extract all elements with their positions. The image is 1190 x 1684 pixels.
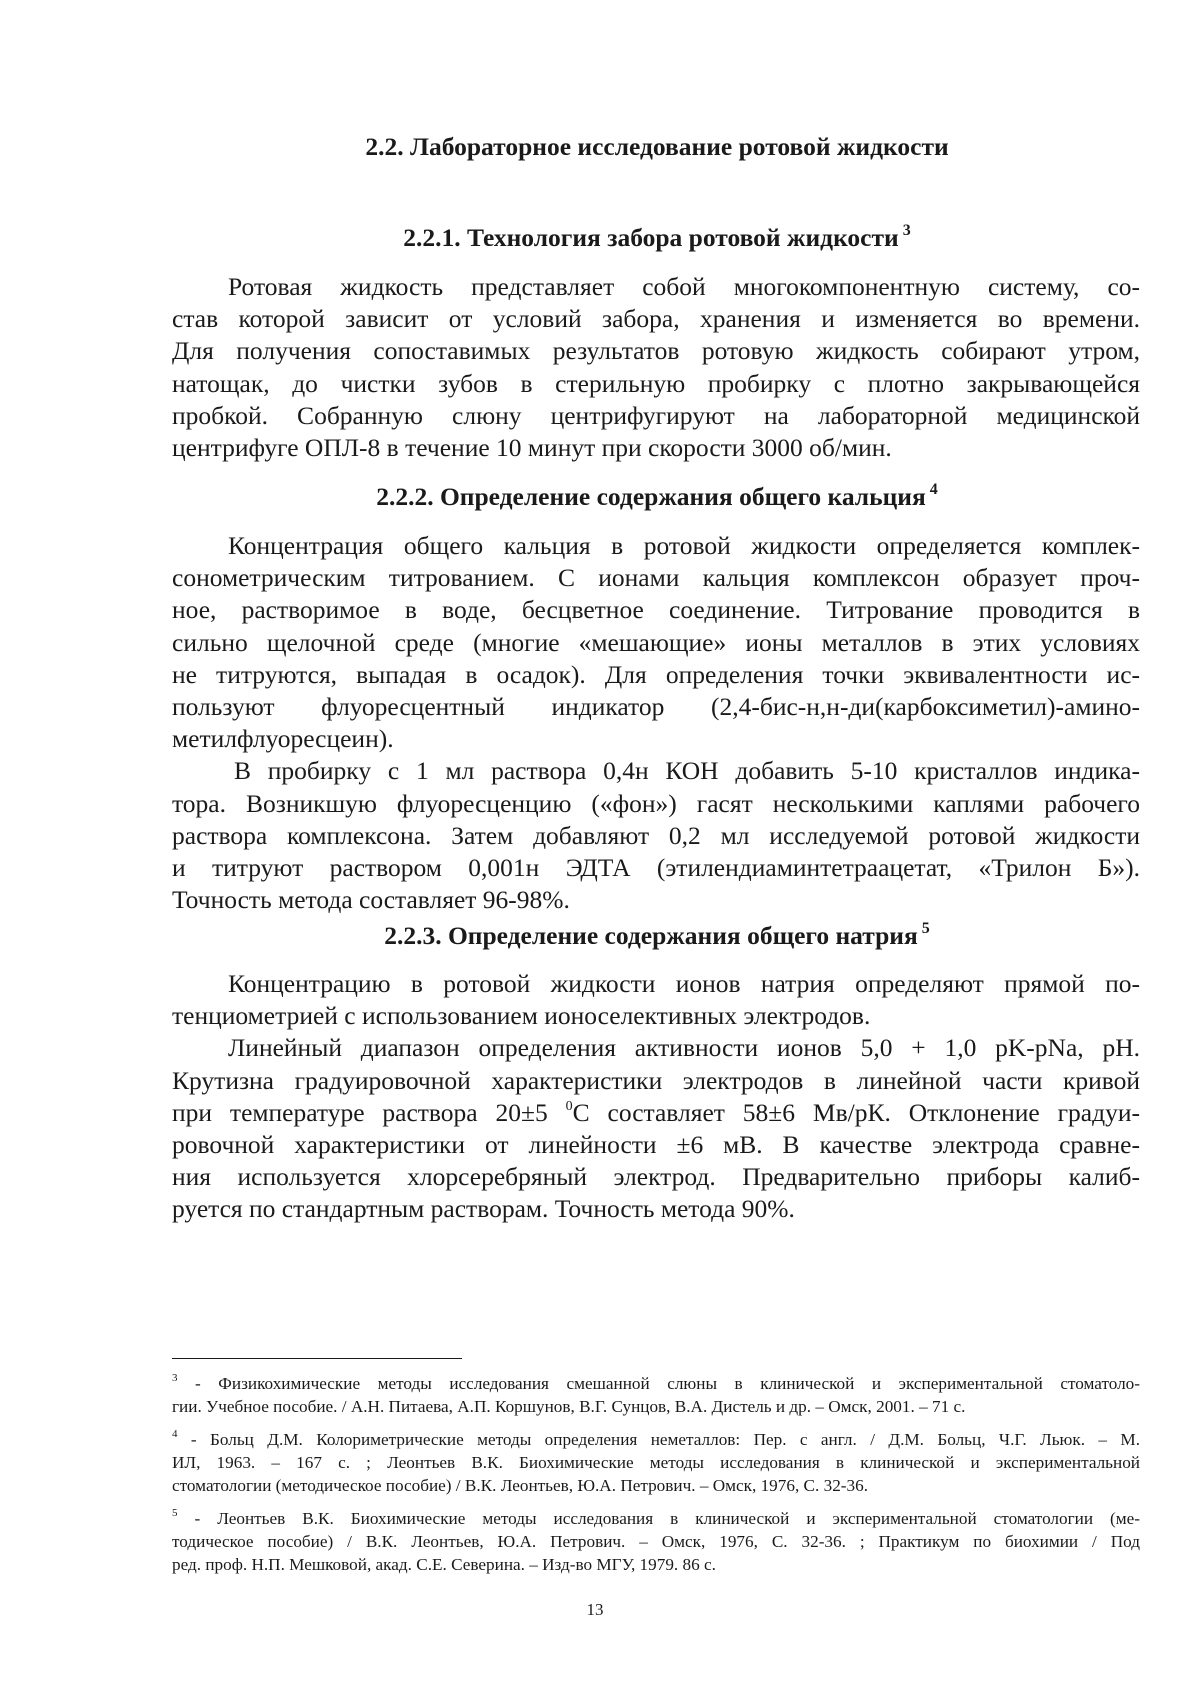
text-line: став которой зависит от условий забора, хранения и изменяется во времени. — [172, 304, 1140, 334]
footnote-line — [172, 1372, 1140, 1395]
footnote-line: стоматологии (методическое пособие) / В.К. Леонтьев, Ю.А. Петрович. – Омск, 1976, С. 32-36. — [172, 1476, 868, 1495]
subsection-title: 2.2.2. Определение содержания общего кальция — [376, 482, 926, 511]
text-fragment: при температуре раствора 20±5 — [172, 1097, 566, 1127]
paragraph-sodium-method — [172, 968, 1140, 1226]
footnote-ref: 5 — [921, 920, 930, 937]
text-line: раствора комплексона. Затем добавляют 0,2 мл исследуемой ротовой жидкости — [172, 820, 1140, 850]
footnote-separator — [172, 1358, 462, 1359]
text-line: Линейный диапазон определения активности ионов 5,0 + 1,0 pK-pNa, pH. — [228, 1033, 1140, 1063]
text-line: не титруются, выпадая в осадок). Для определения точки эквивалентности ис- — [172, 659, 1140, 689]
text-line: ния используется хлорсеребряный электрод. Предварительно приборы калиб- — [172, 1162, 1140, 1192]
footnote-5 — [172, 1507, 1140, 1576]
text-line: тора. Возникшую флуоресценцию («фон») гасят несколькими каплями рабочего — [172, 788, 1140, 818]
text-line: сонометрическим титрованием. С ионами кальция комплексон образует проч- — [172, 563, 1140, 593]
footnote-4 — [172, 1428, 1140, 1497]
text-line: пробкой. Собранную слюну центрифугируют на лабораторной медицинской — [172, 400, 1140, 430]
text-line: центрифуге ОПЛ-8 в течение 10 минут при скорости 3000 об/мин. — [172, 433, 892, 463]
subsection-heading-2-2-1 — [172, 222, 1142, 254]
footnote-ref: 3 — [902, 222, 911, 239]
text-line: В пробирку с 1 мл раствора 0,4н КОН добавить 5-10 кристаллов индика- — [234, 756, 1140, 786]
footnote-text: - Физикохимические методы исследования смешанной слюны в клинической и экспериментальной стоматоло- — [177, 1374, 1140, 1393]
text-line: Ротовая жидкость представляет собой многокомпонентную систему, со- — [228, 272, 1140, 301]
degree-superscript: 0 — [565, 1098, 573, 1114]
text-line: ное, растворимое в воде, бесцветное соединение. Титрование проводится в — [172, 595, 1140, 625]
footnote-line: ред. проф. Н.П. Мешковой, акад. С.Е. Северина. – Изд-во МГУ, 1979. 86 с. — [172, 1555, 716, 1574]
subsection-heading-2-2-3 — [172, 920, 1142, 952]
page-number: 13 — [586, 1600, 604, 1619]
footnote-ref: 4 — [929, 481, 938, 498]
text-fragment: С составляет 58±6 Мв/рК. Отклонение градуи- — [572, 1097, 1140, 1127]
text-line: сильно щелочной среде (многие «мешающие» ионы металлов в этих условиях — [172, 627, 1140, 657]
subsection-heading-2-2-2 — [172, 481, 1142, 513]
footnote-line: тодическое пособие) / В.К. Леонтьев, Ю.А. Петрович. – Омск, 1976, С. 32-36. ; Практикум по биохимии / Под — [172, 1532, 1140, 1551]
text-line: метилфлуоресцеин). — [172, 724, 394, 754]
paragraph-calcium-method — [172, 530, 1140, 916]
paragraph-oral-fluid-collection — [172, 271, 1140, 464]
footnote-text: - Больц Д.М. Колориметрические методы определения неметаллов: Пер. с англ. / Д.М. Больц, Ч.Г. Льюк. – М. — [177, 1430, 1140, 1449]
text-line: Для получения сопоставимых результатов ротовую жидкость собирают утром, — [172, 336, 1140, 366]
footnote-3 — [172, 1372, 1140, 1418]
footnote-line: ИЛ, 1963. – 167 с. ; Леонтьев В.К. Биохимические методы исследования в клинической и экспериментальной — [172, 1453, 1140, 1472]
section-heading: 2.2. Лабораторное исследование ротовой жидкости — [365, 132, 949, 161]
text-line: руется по стандартным растворам. Точность метода 90%. — [172, 1194, 795, 1224]
footnote-line — [172, 1428, 1140, 1451]
text-line: Концентрацию в ротовой жидкости ионов натрия определяют прямой по- — [228, 969, 1140, 998]
subsection-title: 2.2.3. Определение содержания общего натрия — [384, 921, 918, 950]
footnote-number: 3 — [172, 1372, 178, 1384]
footnote-number: 4 — [172, 1428, 178, 1440]
footnote-line — [172, 1507, 1140, 1530]
text-line: ровочной характеристики от линейности ±6 мВ. В качестве электрода сравне- — [172, 1130, 1140, 1160]
text-line-with-superscript — [172, 1097, 1140, 1129]
footnote-number: 5 — [172, 1507, 178, 1519]
text-line: Крутизна градуировочной характеристики электродов в линейной части кривой — [172, 1065, 1140, 1095]
subsection-title: 2.2.1. Технология забора ротовой жидкости — [403, 223, 899, 252]
footnote-text: - Леонтьев В.К. Биохимические методы исследования в клинической и экспериментальной стоматологии (ме- — [177, 1509, 1140, 1528]
text-line: и титруют раствором 0,001н ЭДТА (этилендиаминтетраацетат, «Трилон Б»). — [172, 853, 1140, 883]
text-line: тенциометрией с использованием ионоселективных электродов. — [172, 1001, 871, 1031]
text-line: натощак, до чистки зубов в стерильную пробирку с плотно закрывающейся — [172, 368, 1140, 398]
footnote-line: гии. Учебное пособие. / А.Н. Питаева, А.П. Коршунов, В.Г. Сунцов, В.А. Дистель и др. – Омск, 2001. – 71 с. — [172, 1397, 966, 1416]
text-line: пользуют флуоресцентный индикатор (2,4-бис-н,н-ди(карбоксиметил)-амино- — [172, 692, 1140, 722]
text-line: Концентрация общего кальция в ротовой жидкости определяется комплек- — [228, 531, 1140, 560]
text-line: Точность метода составляет 96-98%. — [172, 885, 570, 915]
